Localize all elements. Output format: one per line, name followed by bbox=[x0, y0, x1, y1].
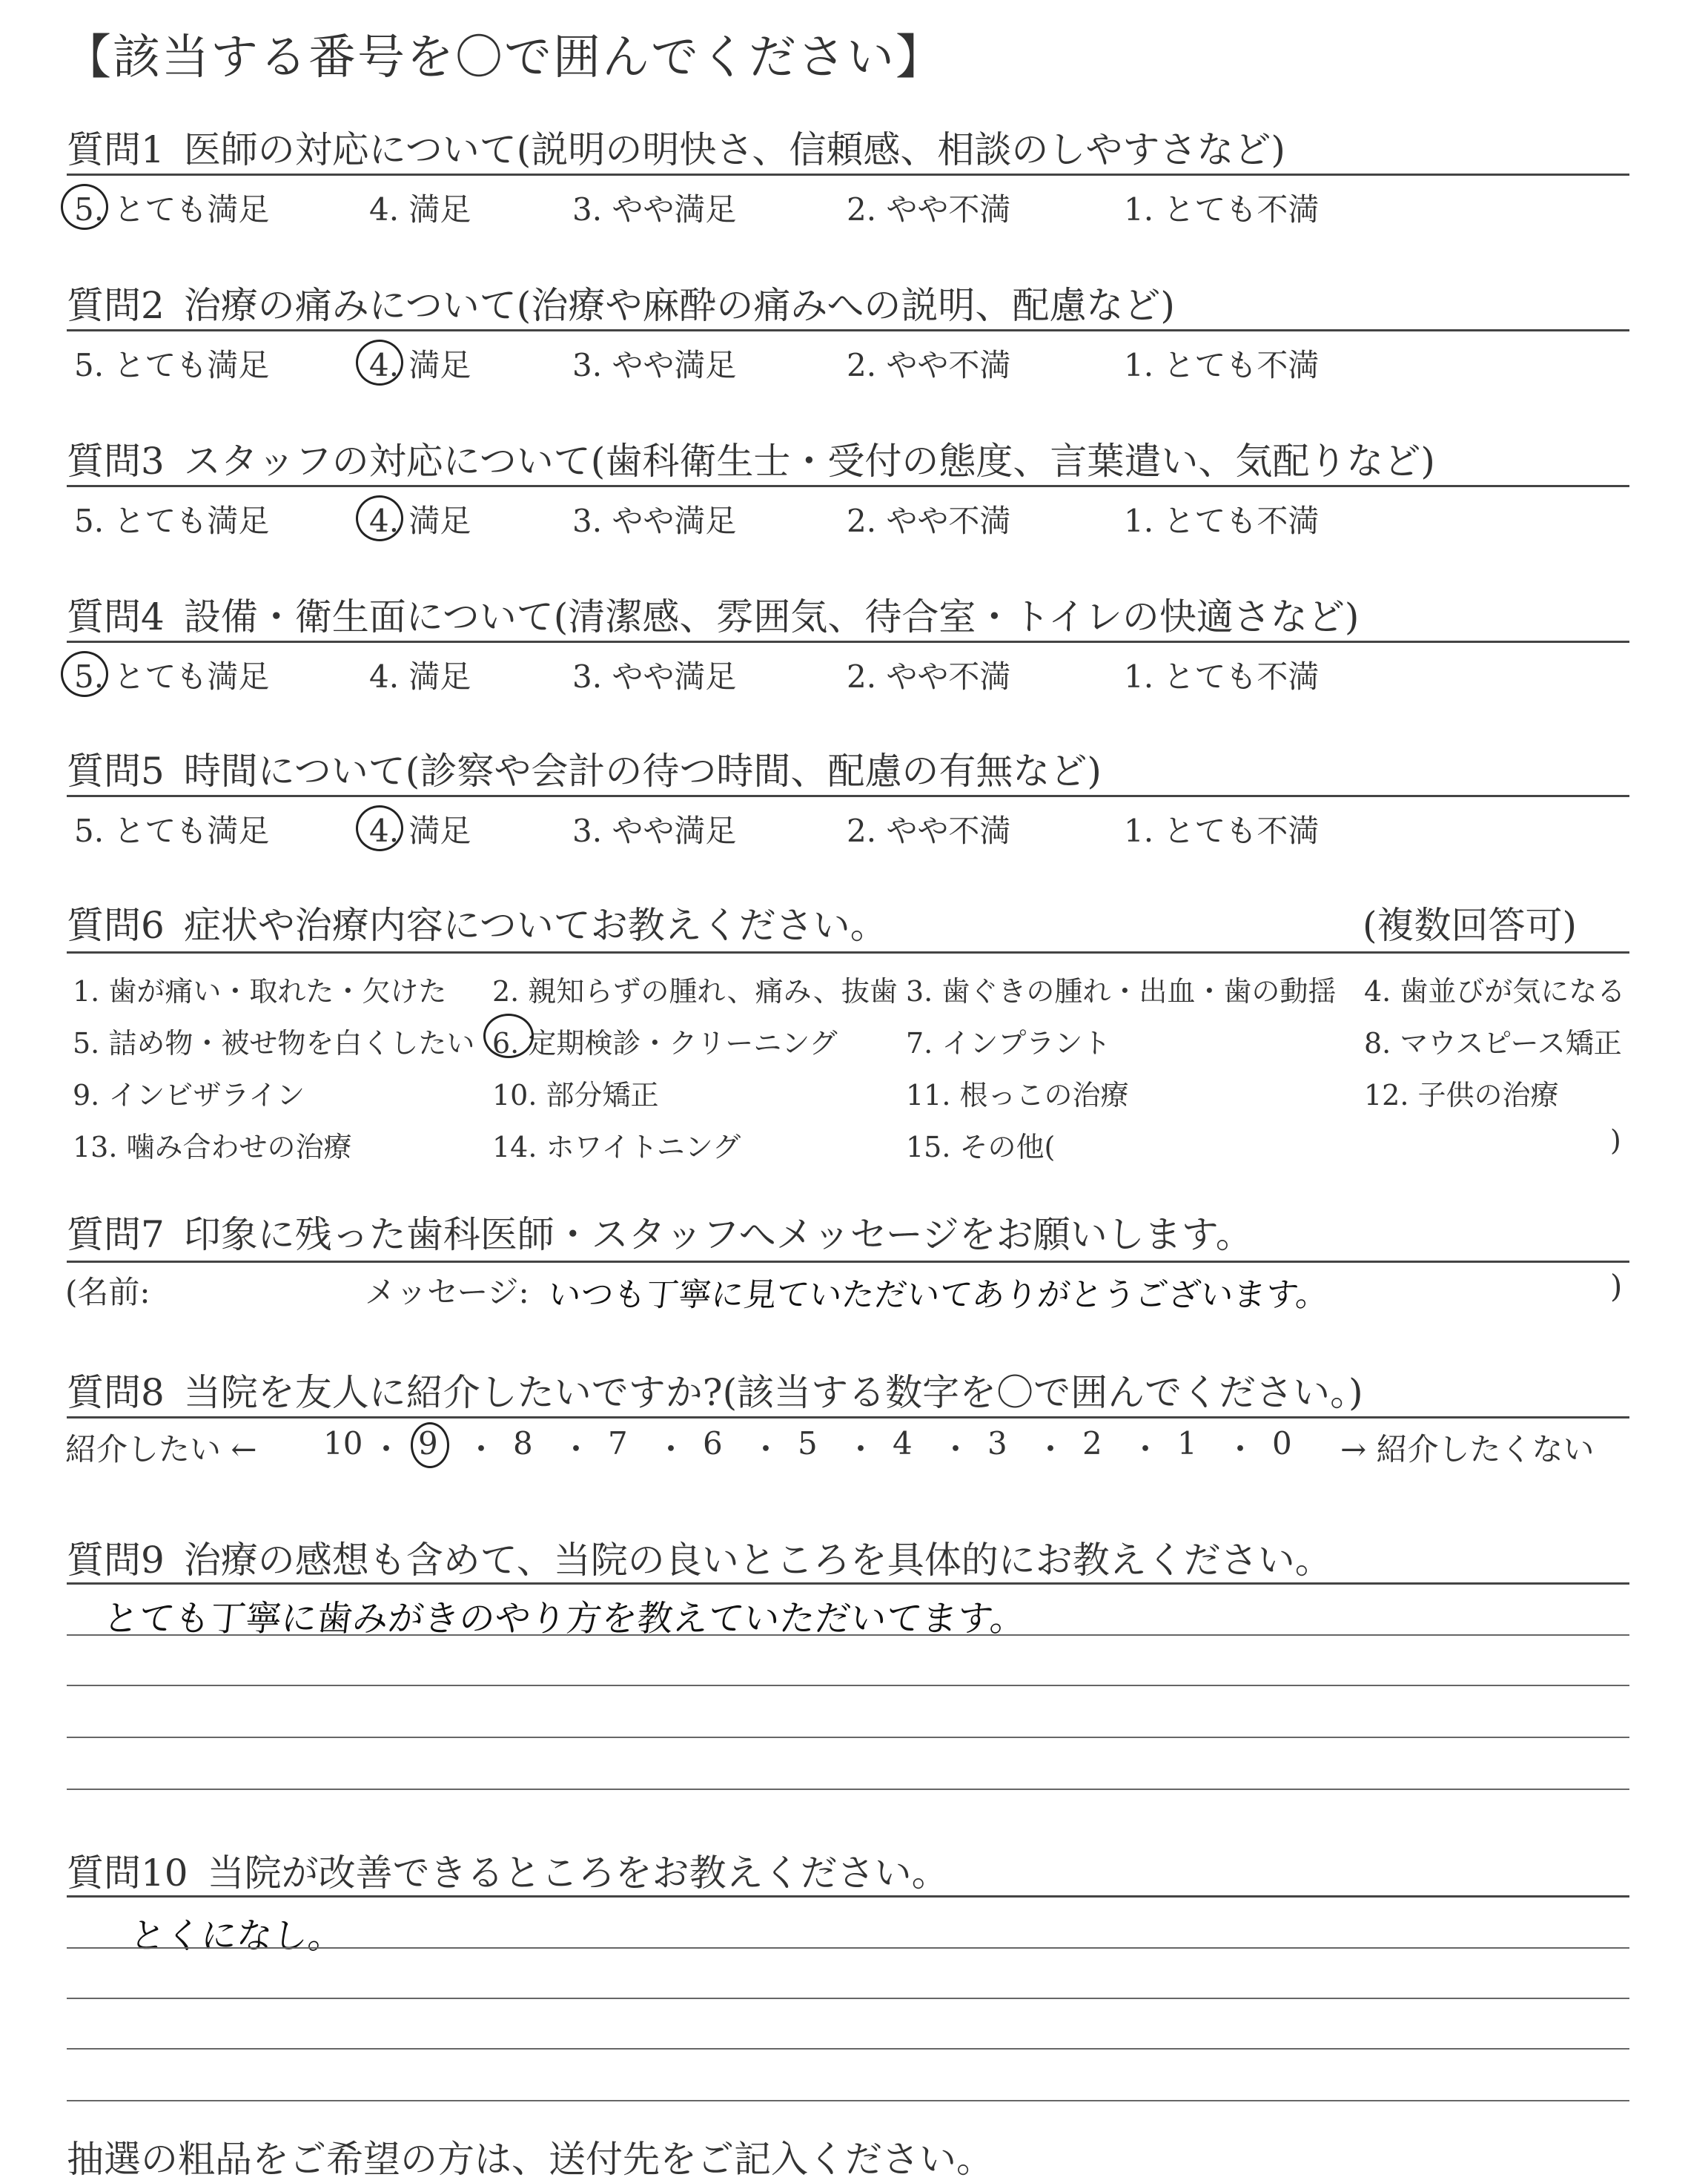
q8-scale-dot: ・ bbox=[845, 1431, 877, 1467]
q1-title bbox=[67, 120, 1285, 174]
q8-scale-4[interactable]: 4 bbox=[893, 1425, 913, 1462]
q8-scale-7[interactable]: 7 bbox=[608, 1425, 628, 1462]
q2-option-1[interactable]: 1. とても不満 bbox=[1124, 347, 1320, 383]
q7-message-value[interactable]: いつも丁寧に見ていただいてありがとうございます。 bbox=[546, 1276, 1331, 1314]
q5-text: 時間について(診察や会計の待つ時間、配慮の有無など) bbox=[183, 750, 1102, 793]
footer-instruction: 抽選の粗品をご希望の方は、送付先をご記入ください。 bbox=[67, 2138, 993, 2181]
q3-selected-circle[interactable] bbox=[356, 495, 403, 541]
q4-text: 設備・衛生面について(清潔感、雰囲気、待合室・トイレの快適さなど) bbox=[183, 595, 1360, 638]
q8-scale-2[interactable]: 2 bbox=[1082, 1425, 1102, 1462]
q6-option-11[interactable]: 11. 根っこの治療 bbox=[906, 1079, 1129, 1112]
q1-option-3[interactable]: 3. やや満足 bbox=[572, 191, 737, 228]
form-header: 【該当する番号を〇で囲んでください】 bbox=[64, 30, 944, 85]
q1-option-4[interactable]: 4. 満足 bbox=[369, 191, 471, 228]
q8-scale-1[interactable]: 1 bbox=[1177, 1425, 1197, 1462]
q8-scale-dot: ・ bbox=[940, 1431, 972, 1467]
q6-option-6[interactable]: 6. 定期検診・クリーニング bbox=[492, 1027, 838, 1060]
q5-option-5[interactable]: 5. とても満足 bbox=[74, 813, 270, 849]
q5-rule bbox=[67, 795, 1629, 797]
q1-option-5[interactable]: 5. とても満足 bbox=[74, 191, 270, 228]
q10-answer[interactable]: とくになし。 bbox=[128, 1915, 346, 1957]
q6-option-8[interactable]: 8. マウスピース矯正 bbox=[1364, 1027, 1622, 1060]
q9-rule bbox=[67, 1582, 1629, 1585]
q6-option-1[interactable]: 1. 歯が痛い・取れた・欠けた bbox=[73, 975, 447, 1008]
q7-message-label: メッセージ: bbox=[365, 1274, 529, 1310]
q6-other-close-paren: ) bbox=[1610, 1124, 1621, 1157]
q8-scale-dot: ・ bbox=[750, 1431, 782, 1467]
q8-scale-dot: ・ bbox=[560, 1431, 592, 1467]
q8-scale-10[interactable]: 10 bbox=[323, 1425, 363, 1462]
q5-number: 質問5 bbox=[67, 750, 165, 793]
q4-option-5[interactable]: 5. とても満足 bbox=[74, 658, 270, 695]
q3-rule bbox=[67, 485, 1629, 487]
q1-option-2[interactable]: 2. やや不満 bbox=[847, 191, 1011, 228]
q6-option-3[interactable]: 3. 歯ぐきの腫れ・出血・歯の動揺 bbox=[906, 975, 1337, 1008]
q8-scale-6[interactable]: 6 bbox=[703, 1425, 723, 1462]
q8-title bbox=[67, 1363, 1363, 1416]
q4-number: 質問4 bbox=[67, 595, 165, 638]
q10-title bbox=[67, 1843, 949, 1897]
q8-rule bbox=[67, 1416, 1629, 1419]
q6-option-10[interactable]: 10. 部分矯正 bbox=[492, 1079, 659, 1112]
q4-option-1[interactable]: 1. とても不満 bbox=[1124, 658, 1320, 695]
q8-scale-dot: ・ bbox=[1035, 1431, 1067, 1467]
q8-scale-0[interactable]: 0 bbox=[1272, 1425, 1292, 1462]
q6-text: 症状や治療内容についてお教えください。 bbox=[183, 904, 887, 947]
q10-text: 当院が改善できるところをお教えください。 bbox=[207, 1852, 949, 1895]
q8-number: 質問8 bbox=[67, 1371, 165, 1414]
q2-option-3[interactable]: 3. やや満足 bbox=[572, 347, 737, 383]
q3-option-2[interactable]: 2. やや不満 bbox=[847, 503, 1011, 539]
q6-option-2[interactable]: 2. 親知らずの腫れ、痛み、抜歯 bbox=[492, 975, 898, 1008]
q1-text: 医師の対応について(説明の明快さ、信頼感、相談のしやすさなど) bbox=[183, 128, 1285, 171]
q5-selected-circle[interactable] bbox=[356, 805, 403, 851]
q6-option-14[interactable]: 14. ホワイトニング bbox=[492, 1131, 741, 1163]
q6-option-15[interactable]: 15. その他( bbox=[906, 1131, 1056, 1163]
q6-note: (複数回答可) bbox=[1363, 904, 1578, 947]
q6-option-12[interactable]: 12. 子供の治療 bbox=[1364, 1079, 1559, 1112]
q9-line-3 bbox=[67, 1737, 1629, 1738]
q6-selected-circle[interactable] bbox=[483, 1014, 534, 1058]
q4-rule bbox=[67, 641, 1629, 643]
q8-scale-9[interactable]: 9 bbox=[418, 1425, 438, 1462]
q9-text: 治療の感想も含めて、当院の良いところを具体的にお教えください。 bbox=[183, 1539, 1332, 1582]
q8-scale-dot: ・ bbox=[655, 1431, 687, 1467]
q8-right-label: → 紹介したくない bbox=[1340, 1431, 1595, 1467]
q7-rule bbox=[67, 1261, 1629, 1263]
q9-answer[interactable]: とても丁寧に歯みがきのやり方を教えていただいてます。 bbox=[101, 1598, 1028, 1639]
q5-option-4[interactable]: 4. 満足 bbox=[369, 813, 471, 849]
q1-selected-circle[interactable] bbox=[61, 184, 108, 230]
q3-option-3[interactable]: 3. やや満足 bbox=[572, 503, 737, 539]
q10-rule bbox=[67, 1895, 1629, 1898]
q6-title bbox=[67, 896, 887, 949]
q1-number: 質問1 bbox=[67, 128, 165, 171]
q10-line-4 bbox=[67, 2100, 1629, 2101]
q1-rule bbox=[67, 174, 1629, 176]
q8-scale-dot: ・ bbox=[466, 1431, 497, 1467]
q5-title bbox=[67, 742, 1102, 795]
q9-line-1 bbox=[67, 1634, 1629, 1636]
q7-close-paren: ) bbox=[1610, 1268, 1623, 1304]
q5-option-3[interactable]: 3. やや満足 bbox=[572, 813, 737, 849]
q7-number: 質問7 bbox=[67, 1213, 165, 1256]
q2-rule bbox=[67, 329, 1629, 331]
q4-option-4[interactable]: 4. 満足 bbox=[369, 658, 471, 695]
q4-selected-circle[interactable] bbox=[61, 651, 108, 697]
q8-scale-dot: ・ bbox=[1225, 1431, 1257, 1467]
q3-option-1[interactable]: 1. とても不満 bbox=[1124, 503, 1320, 539]
q2-option-5[interactable]: 5. とても満足 bbox=[74, 347, 270, 383]
q6-option-7[interactable]: 7. インプラント bbox=[906, 1027, 1111, 1060]
q3-number: 質問3 bbox=[67, 440, 165, 483]
q1-option-1[interactable]: 1. とても不満 bbox=[1124, 191, 1320, 228]
q8-scale-8[interactable]: 8 bbox=[513, 1425, 533, 1462]
q4-option-2[interactable]: 2. やや不満 bbox=[847, 658, 1011, 695]
q8-scale-dot: ・ bbox=[371, 1431, 403, 1467]
q8-selected-circle[interactable] bbox=[411, 1422, 449, 1468]
q5-option-1[interactable]: 1. とても不満 bbox=[1124, 813, 1320, 849]
q2-option-4[interactable]: 4. 満足 bbox=[369, 347, 471, 383]
q10-line-1 bbox=[67, 1947, 1629, 1949]
q2-selected-circle[interactable] bbox=[356, 340, 403, 386]
q6-option-5[interactable]: 5. 詰め物・被せ物を白くしたい bbox=[73, 1027, 475, 1060]
q6-option-13[interactable]: 13. 噛み合わせの治療 bbox=[73, 1131, 352, 1163]
q10-line-2 bbox=[67, 1998, 1629, 1999]
q2-number: 質問2 bbox=[67, 284, 165, 327]
q8-scale-dot: ・ bbox=[1130, 1431, 1162, 1467]
q7-text: 印象に残った歯科医師・スタッフへメッセージをお願いします。 bbox=[183, 1213, 1253, 1256]
q7-name-label: (名前: bbox=[65, 1274, 150, 1310]
q5-option-2[interactable]: 2. やや不満 bbox=[847, 813, 1011, 849]
q10-line-3 bbox=[67, 2048, 1629, 2050]
q10-number: 質問10 bbox=[67, 1852, 188, 1895]
q2-text: 治療の痛みについて(治療や麻酔の痛みへの説明、配慮など) bbox=[183, 284, 1175, 327]
q3-text: スタッフの対応について(歯科衛生士・受付の態度、言葉遣い、気配りなど) bbox=[183, 440, 1435, 483]
q8-left-label: 紹介したい ← bbox=[65, 1431, 257, 1467]
q9-line-2 bbox=[67, 1685, 1629, 1686]
q3-title bbox=[67, 432, 1435, 485]
q9-number: 質問9 bbox=[67, 1539, 165, 1582]
q2-option-2[interactable]: 2. やや不満 bbox=[847, 347, 1011, 383]
q6-rule bbox=[67, 951, 1629, 954]
q6-number: 質問6 bbox=[67, 904, 165, 947]
q6-option-4[interactable]: 4. 歯並びが気になる bbox=[1364, 975, 1626, 1008]
q9-title bbox=[67, 1530, 1332, 1584]
q7-title bbox=[67, 1205, 1253, 1258]
q4-option-3[interactable]: 3. やや満足 bbox=[572, 658, 737, 695]
q6-option-9[interactable]: 9. インビザライン bbox=[73, 1079, 305, 1112]
q9-line-4 bbox=[67, 1789, 1629, 1790]
q3-option-4[interactable]: 4. 満足 bbox=[369, 503, 471, 539]
q4-title bbox=[67, 587, 1359, 641]
q8-scale-3[interactable]: 3 bbox=[987, 1425, 1007, 1462]
q8-scale-5[interactable]: 5 bbox=[798, 1425, 818, 1462]
q8-text: 当院を友人に紹介したいですか?(該当する数字を〇で囲んでください。) bbox=[183, 1371, 1363, 1414]
q3-option-5[interactable]: 5. とても満足 bbox=[74, 503, 270, 539]
q2-title bbox=[67, 276, 1175, 329]
